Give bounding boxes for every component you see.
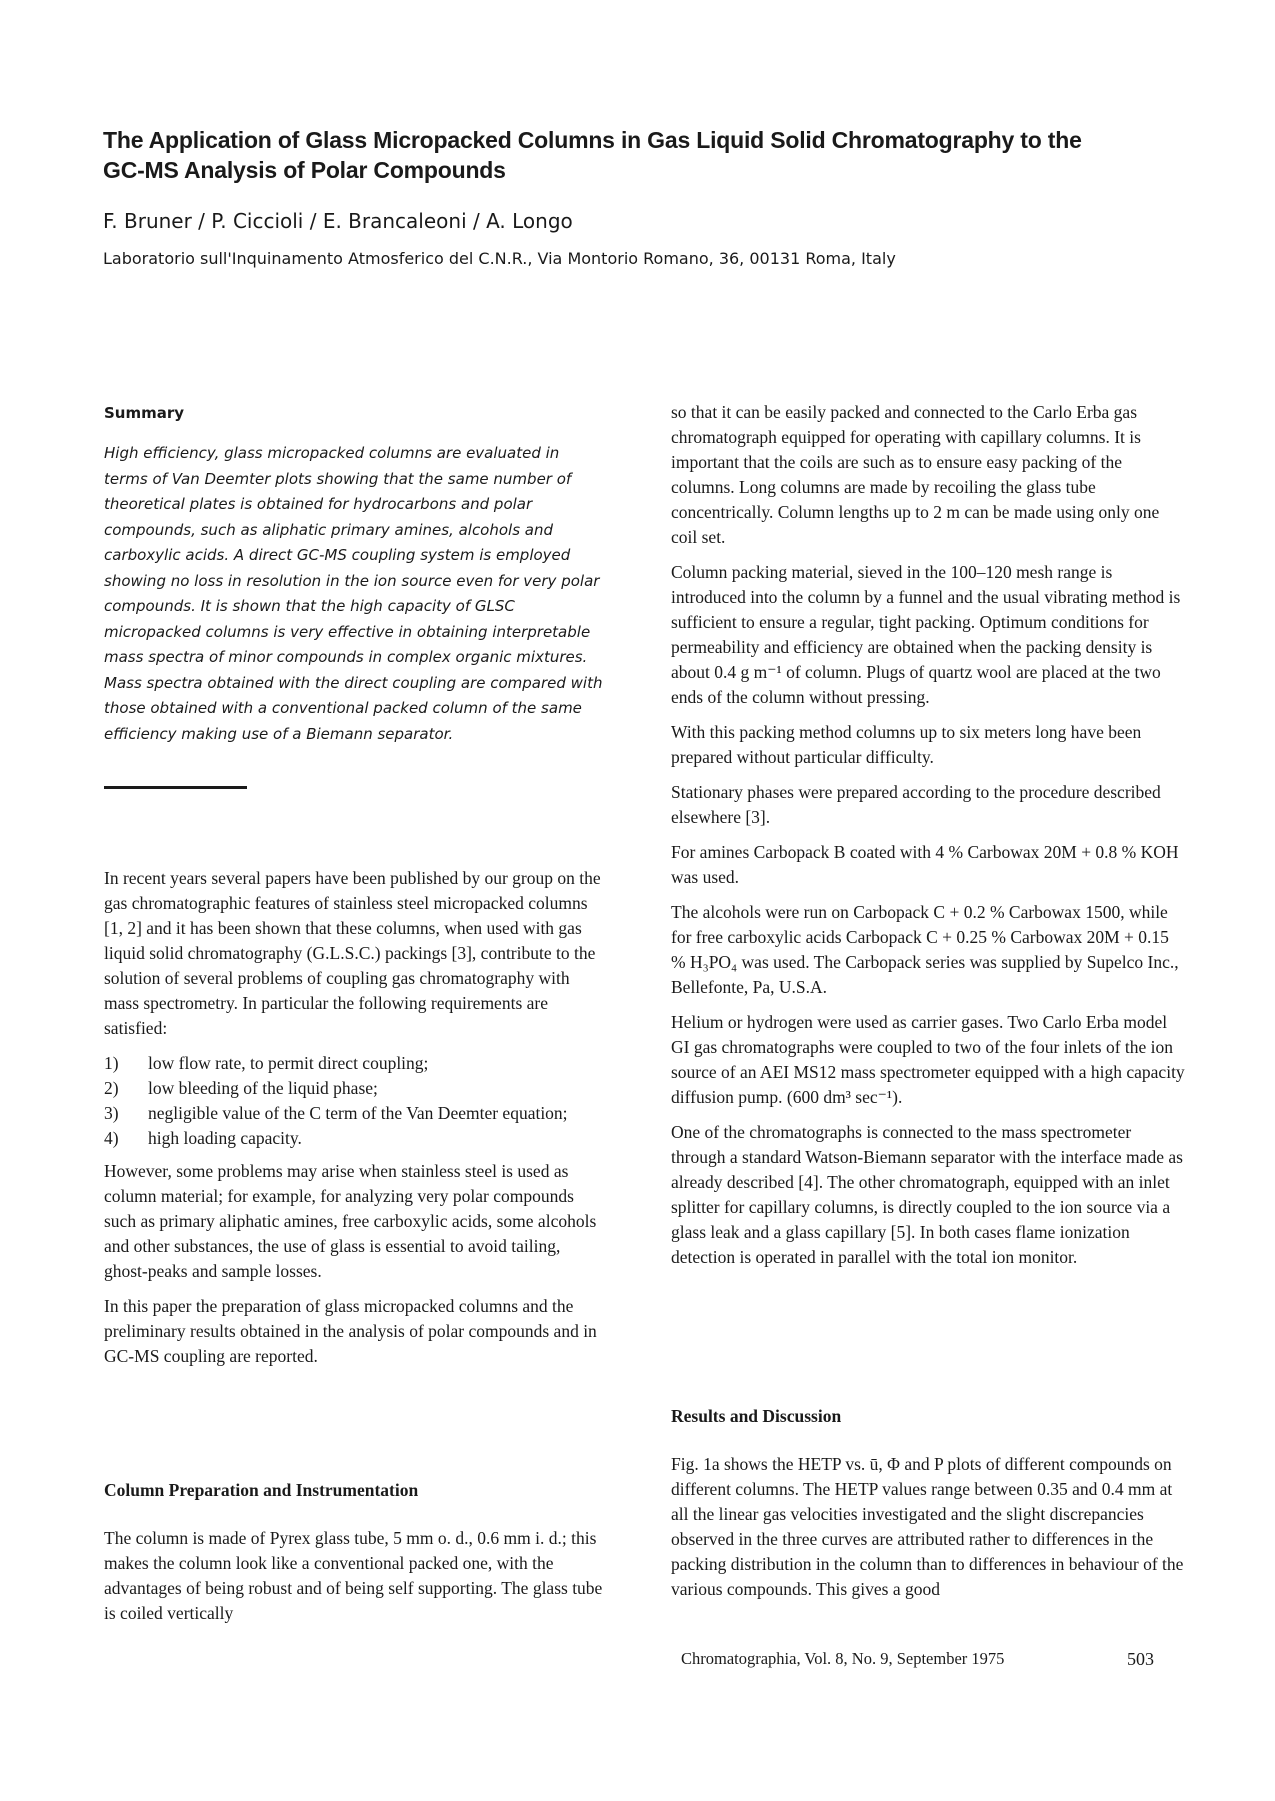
right-paragraph-4: Stationary phases were prepared according to the procedure described elsewhere [3]. — [671, 782, 1161, 827]
list-item — [104, 1101, 604, 1126]
column-preparation-paragraph-1: The column is made of Pyrex glass tube, 5 mm o. d., 0.6 mm i. d.; this makes the column look like a conventional packed one, with the advantages of being robust and of being self supporting. The glass tube is coiled vertically — [104, 1528, 603, 1623]
affiliation: Laboratorio sull'Inquinamento Atmosferico del C.N.R., Via Montorio Romano, 36, 00131 Roma, Italy — [103, 249, 896, 268]
intro-paragraph-1: In recent years several papers have been published by our group on the gas chromatographic features of stainless steel micropacked columns [1, 2] and it has been shown that these columns, when used with gas liquid solid chromatography (G.L.S.C.) packings [3], contribute to the solution of several problems of coupling gas chromatography with mass spectrometry. In particular the following requirements are satisfied: — [104, 868, 601, 1038]
list-item — [104, 1051, 604, 1076]
page-footer — [681, 1649, 1154, 1670]
right-paragraph-3: With this packing method columns up to six meters long have been prepared without particular difficulty. — [671, 722, 1142, 767]
paper-title: The Application of Glass Micropacked Columns in Gas Liquid Solid Chromatography to the GC-MS Analysis of Polar Compounds — [103, 127, 1082, 183]
right-paragraph-5: For amines Carbopack B coated with 4 % Carbowax 20M + 0.8 % KOH was used. — [671, 842, 1179, 887]
list-item — [104, 1126, 604, 1151]
list-item-text: high loading capacity. — [148, 1128, 302, 1148]
right-paragraph-8: One of the chromatographs is connected to the mass spectrometer through a standard Watson-Biemann separator with the interface made as already described [4]. The other chromatograph, equipped with an inlet splitter for capillary columns, is directly coupled to the ion source via a glass leak and a glass capillary [5]. In both cases flame ionization detection is operated in parallel with the total ion monitor. — [671, 1122, 1183, 1267]
section-divider — [104, 786, 247, 789]
right-paragraph-7: Helium or hydrogen were used as carrier gases. Two Carlo Erba model GI gas chromatographs were coupled to two of the four inlets of the ion source of an AEI MS12 mass spectrometer equipped with a high capacity diffusion pump. (600 dm³ sec⁻¹). — [671, 1012, 1185, 1107]
list-item-number: 2) — [104, 1078, 119, 1098]
requirements-list — [104, 1051, 604, 1151]
results-paragraph-1: Fig. 1a shows the HETP vs. ū, Φ and P plots of different compounds on different columns. The HETP values range between 0.35 and 0.4 mm at all the linear gas velocities investigated and the slight discrepancies observed in the three curves are attributed rather to differences in the packing distribution in the column than to differences in behaviour of the various compounds. This gives a good — [671, 1454, 1184, 1599]
right-paragraph-6: The alcohols were run on Carbopack C + 0.2 % Carbowax 1500, while for free carboxylic acids Carbopack C + 0.25 % Carbowax 20M + 0.15 % H₃PO₄ was used. The Carbopack series was supplied by Supelco Inc., Bellefonte, Pa, U.S.A. — [671, 902, 1179, 997]
list-item-text: low flow rate, to permit direct coupling; — [148, 1053, 429, 1073]
introduction — [104, 866, 604, 1379]
right-column-text — [671, 400, 1186, 1280]
list-item — [104, 1076, 604, 1101]
section-heading-results: Results and Discussion — [671, 1406, 842, 1426]
list-item-number: 1) — [104, 1053, 119, 1073]
list-item-text: low bleeding of the liquid phase; — [148, 1078, 378, 1098]
list-item-text: negligible value of the C term of the Van Deemter equation; — [148, 1103, 568, 1123]
column-preparation-body — [104, 1526, 604, 1636]
summary-text: High efficiency, glass micropacked columns are evaluated in terms of Van Deemter plots showing that the same number of theoretical plates is obtained for hydrocarbons and polar compounds, such as aliphatic primary amines, alcohols and carboxylic acids. A direct GC-MS coupling system is employed showing no loss in resolution in the ion source even for very polar compounds. It is shown that the high capacity of GLSC micropacked columns is very effective in obtaining interpretable mass spectra of minor compounds in complex organic mixtures. Mass spectra obtained with the direct coupling are compared with those obtained with a conventional packed column of the same efficiency making use of a Biemann separator. — [104, 444, 603, 743]
page-number: 503 — [1127, 1649, 1154, 1669]
right-paragraph-2: Column packing material, sieved in the 100–120 mesh range is introduced into the column by a funnel and the usual vibrating method is sufficient to ensure a regular, tight packing. Optimum conditions for permeability and efficiency are obtained when the packing density is about 0.4 g m⁻¹ of column. Plugs of quartz wool are placed at the two ends of the column without pressing. — [671, 562, 1181, 707]
list-item-number: 3) — [104, 1103, 119, 1123]
intro-paragraph-3: In this paper the preparation of glass micropacked columns and the preliminary results obtained in the analysis of polar compounds and in GC-MS coupling are reported. — [104, 1296, 597, 1366]
list-item-number: 4) — [104, 1128, 119, 1148]
intro-paragraph-2: However, some problems may arise when stainless steel is used as column material; for example, for analyzing very polar compounds such as primary aliphatic amines, free carboxylic acids, some alcohols and other substances, the use of glass is essential to avoid tailing, ghost-peaks and sample losses. — [104, 1161, 597, 1281]
results-body — [671, 1452, 1186, 1612]
right-paragraph-1: so that it can be easily packed and connected to the Carlo Erba gas chromatograph equipped for operating with capillary columns. It is important that the coils are such as to ensure easy packing of the columns. Long columns are made by recoiling the glass tube concentrically. Column lengths up to 2 m can be made using only one coil set. — [671, 402, 1160, 547]
journal-citation: Chromatographia, Vol. 8, No. 9, September 1975 — [681, 1649, 1005, 1668]
author-list: F. Bruner / P. Ciccioli / E. Brancaleoni / A. Longo — [103, 209, 573, 233]
section-heading-column-preparation: Column Preparation and Instrumentation — [104, 1480, 419, 1500]
summary-heading: Summary — [104, 404, 185, 422]
